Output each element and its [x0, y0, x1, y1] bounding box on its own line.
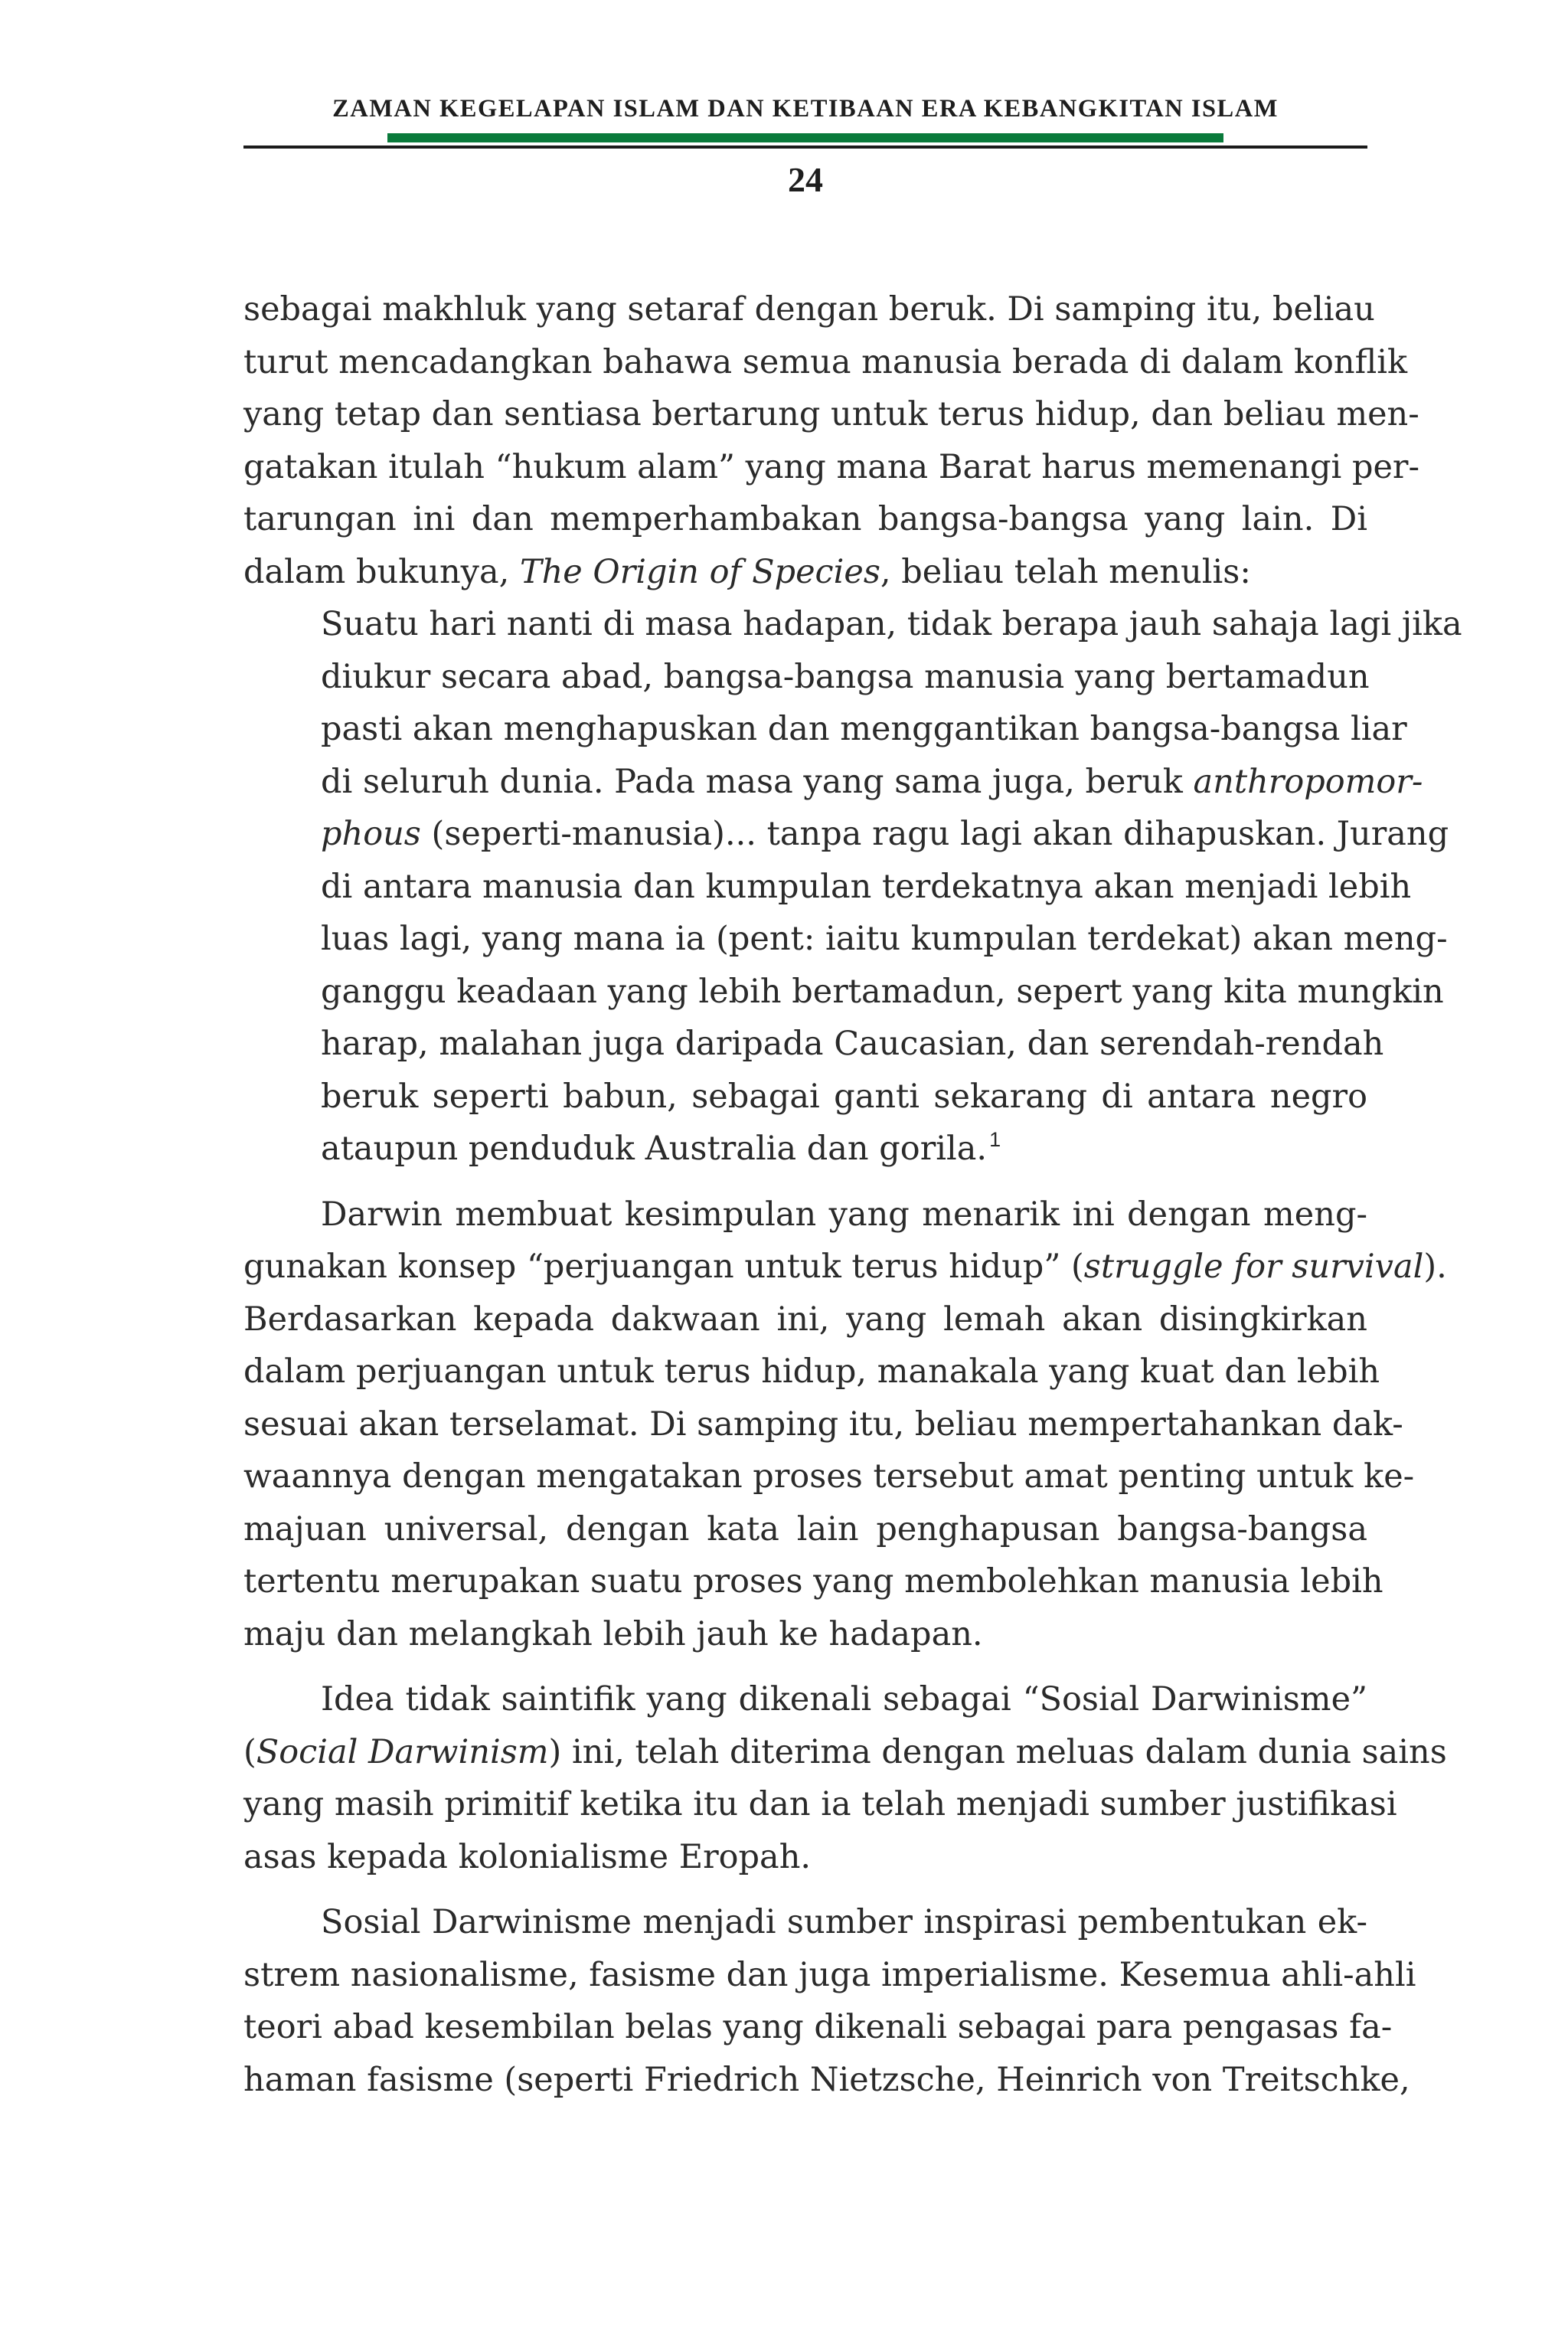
text-line: sebagai makhluk yang setaraf dengan beruk. Di samping itu, beliau [243, 290, 1375, 329]
footnote-marker[interactable]: 1 [989, 1128, 1001, 1151]
text-line: tertentu merupakan suatu proses yang membolehkan manusia lebih [243, 1562, 1383, 1601]
quote-line: beruk seperti babun, sebagai ganti sekarang di antara negro [321, 1077, 1367, 1116]
spacer [243, 1176, 1367, 1189]
paragraph [243, 1673, 1447, 1883]
text-run: ). [1423, 1248, 1447, 1286]
text-line [243, 546, 1367, 599]
page-number: 24 [788, 160, 823, 199]
page-body [243, 283, 1462, 2106]
block-quote [243, 598, 1462, 1176]
italic-term: phous [321, 815, 421, 853]
text-line: haman fasisme (seperti Friedrich Nietzsche, Heinrich von Treitschke, [243, 2060, 1410, 2099]
quote-line: di antara manusia dan kumpulan terdekatnya akan menjadi lebih [321, 867, 1412, 906]
text-line: Berdasarkan kepada dakwaan ini, yang lemah akan disingkirkan [243, 1300, 1367, 1339]
quote-line: harap, malahan juga daripada Caucasian, dan serendah-rendah [321, 1025, 1384, 1063]
text-line: asas kepada kolonialisme Eropah. [243, 1837, 812, 1876]
text-line: turut mencadangkan bahawa semua manusia berada di dalam konflik [243, 342, 1408, 381]
text-line: Sosial Darwinisme menjadi sumber inspirasi pembentukan ek- [321, 1903, 1367, 1941]
text-run: ( [243, 1732, 256, 1771]
quote-line [321, 756, 1423, 809]
text-line [243, 1726, 1447, 1779]
quote-line: ganggu keadaan yang lebih bertamadun, sepert yang kita mungkin [321, 972, 1444, 1011]
quote-line: Suatu hari nanti di masa hadapan, tidak berapa jauh sahaja lagi jika [321, 605, 1462, 643]
text-line: sesuai akan terselamat. Di samping itu, beliau mempertahankan dak- [243, 1405, 1403, 1444]
text-line: Idea tidak saintifik yang dikenali sebagai “Sosial Darwinisme” [321, 1680, 1367, 1718]
header-accent-bar [387, 133, 1223, 142]
book-title: The Origin of Species [519, 552, 880, 591]
text-line: Darwin membuat kesimpulan yang menarik ini dengan meng- [321, 1195, 1367, 1234]
quote-line [321, 1123, 1367, 1176]
text-line: tarungan ini dan memperhambakan bangsa-bangsa yang lain. Di [243, 500, 1367, 538]
text-run: ataupun penduduk Australia dan gorila. [321, 1130, 988, 1168]
text-run: (seperti-manusia)... tanpa ragu lagi akan dihapuskan. Jurang [420, 815, 1449, 853]
quote-line: luas lagi, yang mana ia (pent: iaitu kumpulan terdekat) akan meng- [321, 920, 1448, 958]
text-run: , beliau telah menulis: [880, 552, 1251, 591]
paragraph [243, 1896, 1416, 2106]
paragraph [243, 283, 1420, 598]
text-line: strem nasionalisme, fasisme dan juga imperialisme. Kesemua ahli-ahli [243, 1955, 1416, 1994]
running-header-title: ZAMAN KEGELAPAN ISLAM DAN KETIBAAN ERA KEBANGKITAN ISLAM [332, 95, 1279, 123]
quote-line [321, 808, 1449, 861]
quote-line: pasti akan menghapuskan dan menggantikan bangsa-bangsa liar [321, 710, 1407, 748]
text-run: ) ini, telah diterima dengan meluas dalam dunia sains [548, 1732, 1447, 1771]
text-run: di seluruh dunia. Pada masa yang sama juga, beruk [321, 762, 1194, 801]
text-line: dalam perjuangan untuk terus hidup, manakala yang kuat dan lebih [243, 1352, 1380, 1391]
text-line: gatakan itulah “hukum alam” yang mana Barat harus memenangi per- [243, 447, 1420, 486]
quote-line: diukur secara abad, bangsa-bangsa manusia yang bertamadun [321, 657, 1370, 696]
text-line: yang masih primitif ketika itu dan ia telah menjadi sumber justifikasi [243, 1785, 1397, 1823]
spacer [243, 1883, 1367, 1896]
italic-term: Social Darwinism [256, 1732, 549, 1771]
italic-term: struggle for survival [1083, 1248, 1424, 1286]
text-line: majuan universal, dengan kata lain penghapusan bangsa-bangsa [243, 1509, 1367, 1548]
spacer [243, 1660, 1367, 1673]
text-run: dalam bukunya, [243, 552, 520, 591]
text-line: teori abad kesembilan belas yang dikenali sebagai para pengasas fa- [243, 2008, 1393, 2046]
text-run: gunakan konsep “perjuangan untuk terus hidup” ( [243, 1248, 1084, 1286]
paragraph [243, 1189, 1447, 1661]
text-line: waannya dengan mengatakan proses tersebut amat penting untuk ke- [243, 1457, 1415, 1496]
text-line: maju dan melangkah lebih jauh ke hadapan. [243, 1614, 983, 1653]
text-line: yang tetap dan sentiasa bertarung untuk terus hidup, dan beliau men- [243, 395, 1419, 433]
text-line [243, 1241, 1447, 1293]
italic-term: anthropomor- [1193, 762, 1423, 801]
header-rule [243, 146, 1367, 149]
